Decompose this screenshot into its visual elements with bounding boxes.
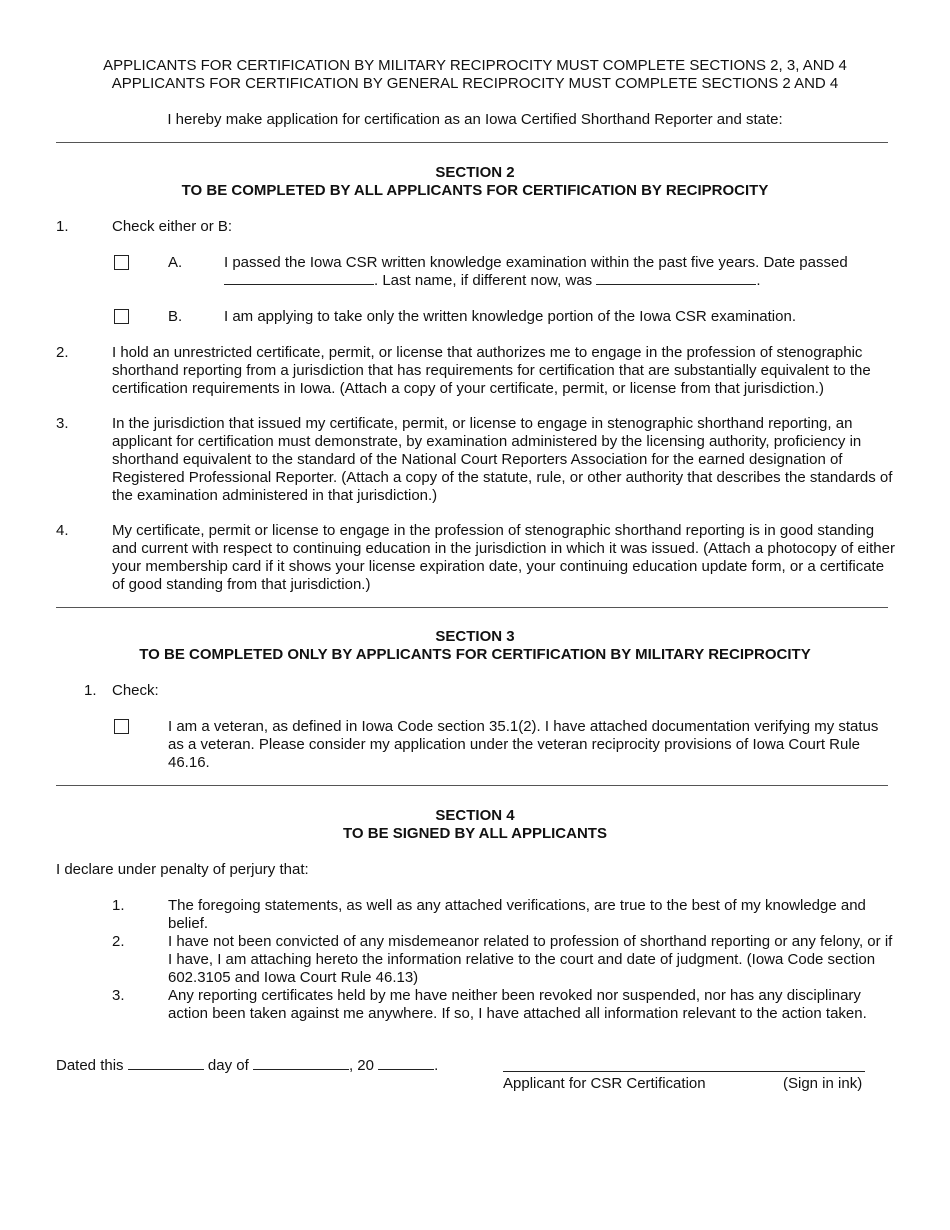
item-number: 2. [112,933,125,950]
sign-in-ink-note: (Sign in ink) [783,1075,863,1092]
signature-line[interactable] [503,1071,865,1072]
option-a-letter: A. [168,254,183,271]
checkbox-option-b[interactable] [114,309,129,324]
option-a-text-2: . Last name, if different now, was [374,272,593,289]
option-a-text-1: I passed the Iowa CSR written knowledge examination within the past five years. Date passed [224,254,848,271]
application-statement: I hereby make application for certification as an Iowa Certified Shorthand Reporter and state: [167,111,783,128]
year-prefix: , 20 [348,1057,374,1074]
former-last-name-field[interactable] [596,272,756,285]
item-number: 1. [56,218,69,235]
date-period: . [434,1057,439,1074]
section-3-subtitle: TO BE COMPLETED ONLY BY APPLICANTS FOR CERTIFICATION BY MILITARY RECIPROCITY [139,646,811,663]
item-2-text: I hold an unrestricted certificate, permit, or license that authorizes me to engage in the profession of stenographic shorthand reporting from a jurisdiction that has requirements for certification that are substantially equivalent to the certification requirements in Iowa. (Attach a copy of your certificate, permit, or license from that jurisdiction.) [112,344,871,397]
year-field[interactable] [378,1057,434,1070]
item-number: 3. [112,987,125,1004]
header-line-2: APPLICANTS FOR CERTIFICATION BY GENERAL RECIPROCITY MUST COMPLETE SECTIONS 2 AND 4 [111,75,839,92]
checkbox-veteran[interactable] [114,719,129,734]
option-b-text: I am applying to take only the written knowledge portion of the Iowa CSR examination. [224,308,796,325]
item-4-text: My certificate, permit or license to engage in the profession of stenographic shorthand reporting is in good standing and current with respect to continuing education in the jurisdiction in which it was issued. (Attach a photocopy of either your membership card if it shows your license expiration date, your continuing education update form, or a certificate of good standing from that jurisdiction.) [112,522,895,593]
item-number: 4. [56,522,69,539]
section-2-subtitle: TO BE COMPLETED BY ALL APPLICANTS FOR CERTIFICATION BY RECIPROCITY [181,182,769,199]
option-b-letter: B. [168,308,183,325]
declaration-item-1: The foregoing statements, as well as any attached verifications, are true to the best of my knowledge and belief. [168,897,866,932]
item-number: 1. [112,897,125,914]
veteran-text: I am a veteran, as defined in Iowa Code section 35.1(2). I have attached documentation verifying my status as a veteran. Please consider my application under the veteran reciprocity provisions of Iowa Court Rule 46.16. [168,718,879,771]
section-4-subtitle: TO BE SIGNED BY ALL APPLICANTS [343,825,607,842]
dated-this-label: Dated this [56,1057,124,1074]
declaration-item-2: I have not been convicted of any misdemeanor related to profession of shorthand reporting or any felony, or if I have, I am attaching hereto the information relative to the court and date of judgment. (Iowa Code section 602.3105 and Iowa Court Rule 46.13) [168,933,893,986]
divider [56,607,888,608]
item-number: 1. [84,682,97,699]
day-field[interactable] [128,1057,204,1070]
section-3-title: SECTION 3 [435,628,515,645]
section-3-check-label: Check: [112,682,159,699]
item-3-text: In the jurisdiction that issued my certificate, permit, or license to engage in stenographic shorthand reporting, an applicant for certification must demonstrate, by examination administered by the licensing authority, proficiency in shorthand equivalent to the standard of the National Court Reporters Association for the earned designation of Registered Professional Reporter. (Attach a copy of the statute, rule, or other authority that describes the standards of the examination administered in that jurisdiction.) [112,415,893,504]
declaration-intro: I declare under penalty of perjury that: [56,861,309,878]
header-line-1: APPLICANTS FOR CERTIFICATION BY MILITARY RECIPROCITY MUST COMPLETE SECTIONS 2, 3, AND 4 [103,57,847,74]
item-number: 2. [56,344,69,361]
date-passed-field[interactable] [224,272,374,285]
declaration-item-3: Any reporting certificates held by me have neither been revoked nor suspended, nor has any disciplinary action been taken against me anywhere. If so, I have attached all information relevant to the action taken. [168,987,867,1022]
section-2-title: SECTION 2 [435,164,515,181]
item-1-label: Check either or B: [112,218,233,235]
divider [56,142,888,143]
day-of-label: day of [207,1057,249,1074]
section-4-title: SECTION 4 [435,807,515,824]
month-field[interactable] [253,1057,349,1070]
item-number: 3. [56,415,69,432]
option-a-text [224,254,904,290]
option-a-text-3: . [756,272,761,289]
checkbox-option-a[interactable] [114,255,129,270]
divider [56,785,888,786]
applicant-label: Applicant for CSR Certification [503,1075,706,1092]
dated-line [56,1057,438,1075]
